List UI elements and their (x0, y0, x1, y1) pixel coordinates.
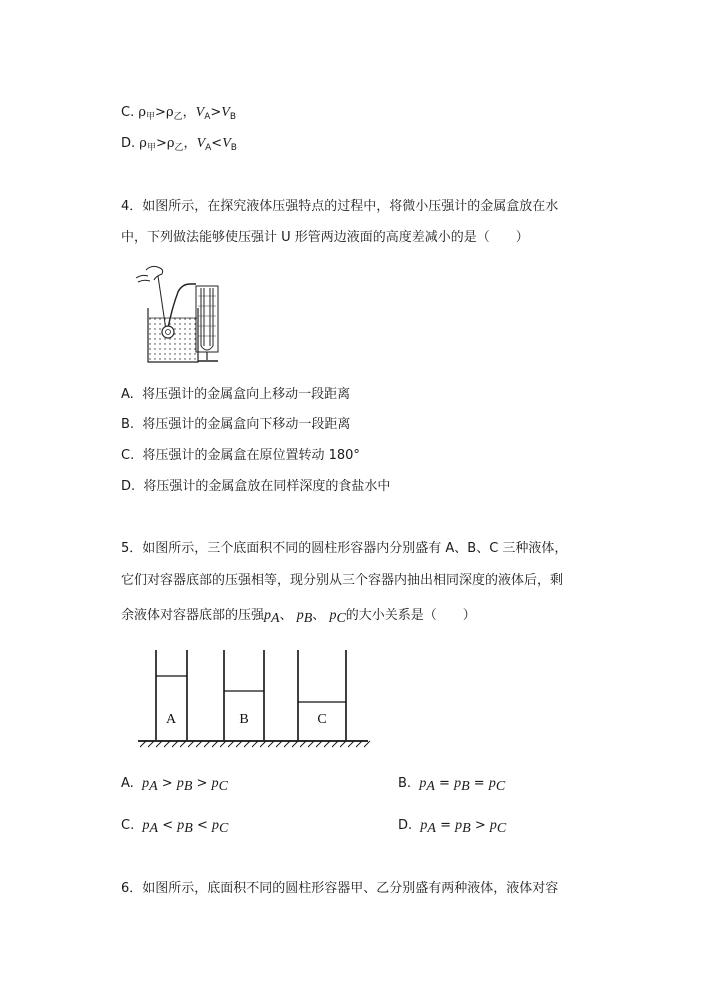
prev-option-d: D. $\rho_甲>\rho_乙$，$V_A<V_B$ (121, 136, 237, 153)
q4-stem-line2: 中，下列做法能够使压强计 U 形管两边液面的高度差减小的是（ ） (121, 230, 529, 245)
q4-option-a[interactable]: A. 将压强计的金属盒向上移动一段距离 (121, 387, 351, 402)
q5-stem-line2: 它们对容器底部的压强相等，现分别从三个容器内抽出相同深度的液体后，剩 (121, 573, 564, 588)
metal-box (162, 326, 174, 338)
q5-option-a[interactable]: A. $p_A > p_B > p_C$ (121, 776, 228, 794)
prev-option-c: C. $\rho_甲>\rho_乙$，$V_A>V_B$ (121, 105, 237, 122)
q4-option-d[interactable]: D. 将压强计的金属盒放在同样深度的食盐水中 (121, 479, 391, 494)
q4-stem-line1: 4．如图所示，在探究液体压强特点的过程中，将微小压强计的金属盒放在水 (121, 199, 559, 214)
container-c-label: C (317, 712, 327, 727)
q5-option-d[interactable]: D. $p_A = p_B > p_C$ (398, 818, 507, 836)
q4-option-b[interactable]: B. 将压强计的金属盒向下移动一段距离 (121, 417, 351, 432)
containers-figure (136, 648, 372, 748)
q5-stem-line1: 5．如图所示，三个底面积不同的圆柱形容器内分别盛有 A、B、C 三种液体， (121, 541, 568, 556)
q5-option-b[interactable]: B. $p_A = p_B = p_C$ (398, 776, 506, 794)
q5-stem-line3: 余液体对容器底部的压强$p_A$、 $p_B$、 $p_C$的大小关系是（ ） (121, 608, 476, 626)
hand-icon (146, 266, 163, 280)
pressure-gauge-figure (128, 262, 228, 366)
liquid (149, 318, 197, 361)
container-b-label: B (239, 712, 249, 727)
q4-option-c[interactable]: C. 将压强计的金属盒在原位置转动 180° (121, 448, 360, 463)
q5-option-c[interactable]: C. $p_A < p_B < p_C$ (121, 818, 229, 836)
q6-stem-line1: 6．如图所示，底面积不同的圆柱形容器甲、乙分别盛有两种液体，液体对容 (121, 881, 559, 896)
container-a-label: A (165, 712, 177, 727)
